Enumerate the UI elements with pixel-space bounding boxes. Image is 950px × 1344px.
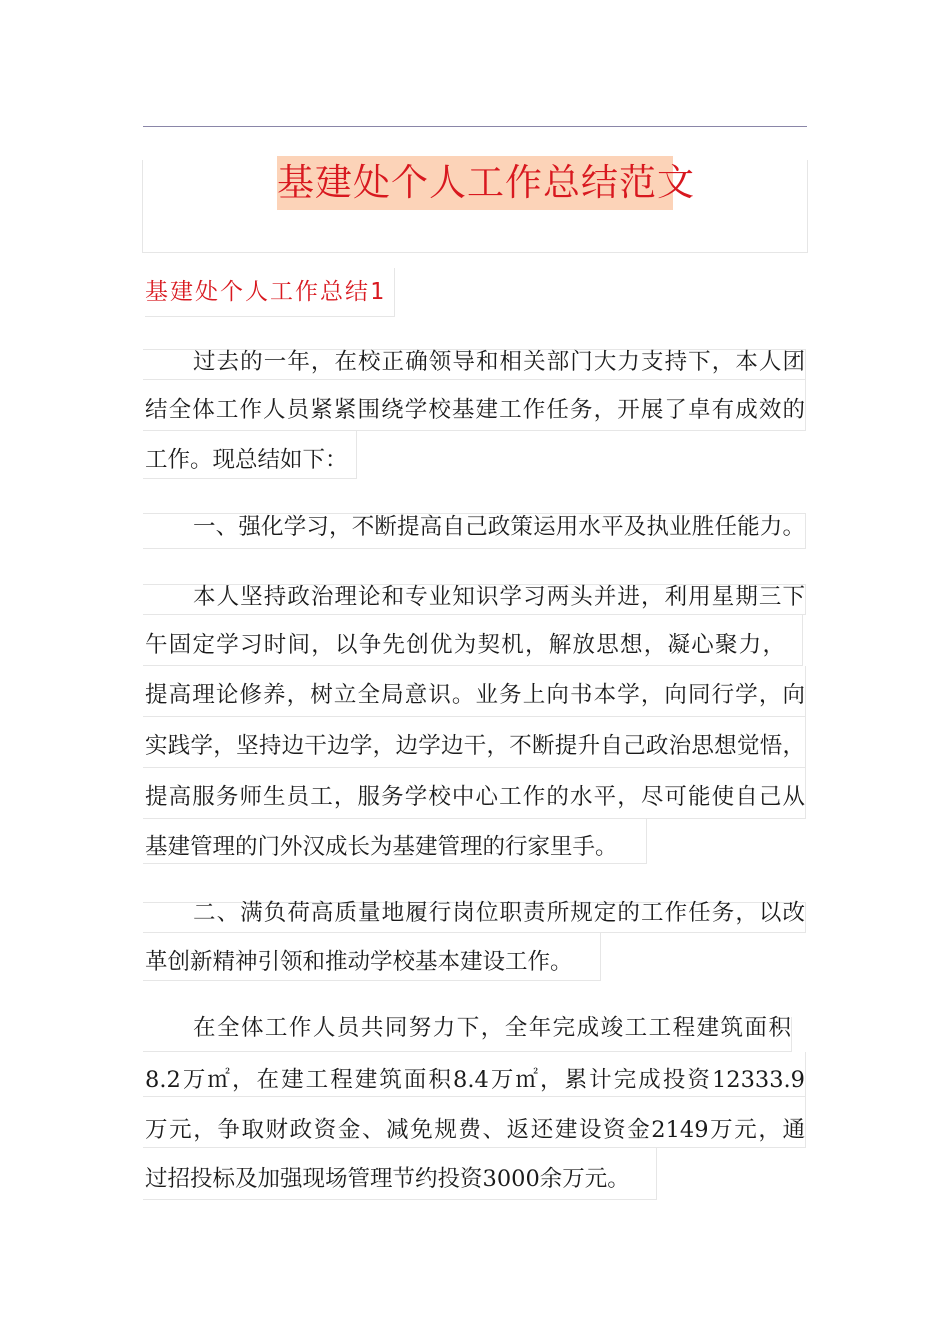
section-heading: 基建处个人工作总结1 (145, 268, 395, 317)
paragraph-4-line-1: 二、满负荷高质量地履行岗位职责所规定的工作任务，以改 (193, 900, 805, 926)
top-rule (143, 126, 807, 127)
paragraph-3-line-3: 提高理论修养，树立全局意识。业务上向书本学，向同行学，向 (145, 682, 805, 708)
paragraph-5-line-4: 过招投标及加强现场管理节约投资3000余万元。 (145, 1166, 630, 1192)
paragraph-3-line-6: 基建管理的门外汉成长为基建管理的行家里手。 (145, 834, 618, 860)
paragraph-2-line-1: 一、强化学习，不断提高自己政策运用水平及执业胜任能力。 (193, 514, 805, 540)
paragraph-3-line-4: 实践学，坚持边干边学，边学边干，不断提升自己政治思想觉悟， (145, 733, 805, 759)
paragraph-1-line-3: 工作。现总结如下： (145, 447, 348, 473)
paragraph-3-line-2: 午固定学习时间，以争先创优为契机，解放思想，凝心聚力， (145, 632, 785, 658)
paragraph-5-line-3: 万元，争取财政资金、减免规费、返还建设资金2149万元，通 (145, 1117, 805, 1143)
paragraph-3-line-5: 提高服务师生员工，服务学校中心工作的水平，尽可能使自己从 (145, 784, 805, 810)
paragraph-1-line-2: 结全体工作人员紧紧围绕学校基建工作任务，开展了卓有成效的 (145, 397, 805, 423)
document-title: 基建处个人工作总结范文 (277, 156, 673, 210)
paragraph-1-line-1: 过去的一年，在校正确领导和相关部门大力支持下，本人团 (193, 349, 805, 375)
paragraph-5-line-2: 8.2万㎡，在建工程建筑面积8.4万㎡，累计完成投资12333.9 (145, 1067, 805, 1093)
paragraph-4-line-2: 革创新精神引领和推动学校基本建设工作。 (145, 949, 573, 975)
paragraph-5-line-1: 在全体工作人员共同努力下，全年完成竣工工程建筑面积 (193, 1015, 791, 1041)
paragraph-3-line-1: 本人坚持政治理论和专业知识学习两头并进，利用星期三下 (193, 584, 805, 610)
